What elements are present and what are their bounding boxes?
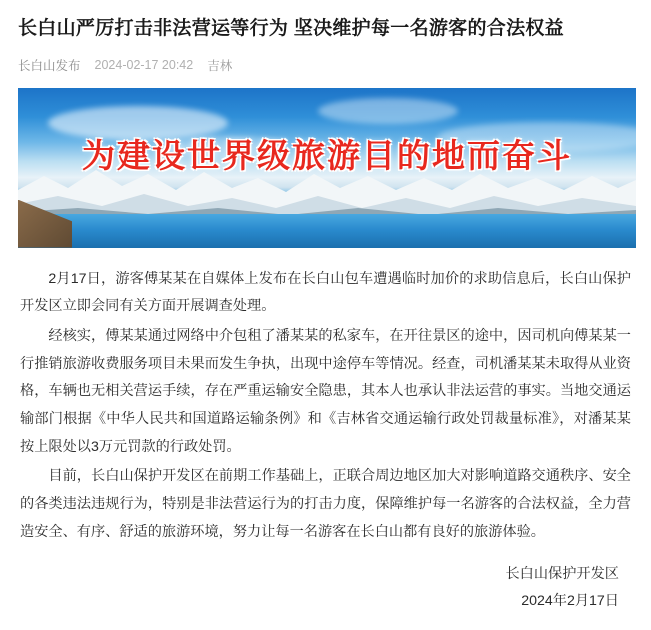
signature-org: 长白山保护开发区 <box>505 565 619 582</box>
signature-date: 2024年2月17日 <box>521 592 619 609</box>
hero-banner-text: 为建设世界级旅游目的地而奋斗 <box>82 136 572 174</box>
meta-source[interactable]: 长白山发布 <box>18 58 81 73</box>
meta-region: 吉林 <box>207 58 233 73</box>
article-meta <box>14 42 637 74</box>
article-body <box>14 266 637 547</box>
lake-graphic <box>18 214 636 248</box>
page-title: 长白山严厉打击非法营运等行为 坚决维护每一名游客的合法权益 <box>18 18 564 39</box>
article-paragraph: 目前，长白山保护开发区在前期工作基础上，正联合周边地区加大对影响道路交通秩序、安全的各类违法违规行为，特别是非法营运行为的打击力度，保障维护每一名游客的合法权益，全力营造安全、有序、舒适的旅游环境，努力让每一名游客在长白山都有良好的旅游体验。 <box>20 468 631 540</box>
hero-image <box>18 88 636 248</box>
article-signature <box>14 561 637 615</box>
meta-datetime: 2024-02-17 20:42 <box>94 57 194 72</box>
cloud-icon <box>318 98 458 124</box>
article-paragraph: 2月17日，游客傅某某在自媒体上发布在长白山包车遭遇临时加价的求助信息后，长白山保护开发区立即会同有关方面开展调查处理。 <box>20 270 631 315</box>
article-paragraph: 经核实，傅某某通过网络中介包租了潘某某的私家车，在开往景区的途中，因司机向傅某某一行推销旅游收费服务项目未果而发生争执，出现中途停车等情况。经查，司机潘某某未取得从业资格，车辆也无相关营运手续，存在严重运输安全隐患，其本人也承认非法运营的事实。当地交通运输部门根据《中华人民共和国道路运输条例》和《吉林省交通运输行政处罚裁量标准》，对潘某某按上限处以3万元罚款的行政处罚。 <box>20 328 631 455</box>
